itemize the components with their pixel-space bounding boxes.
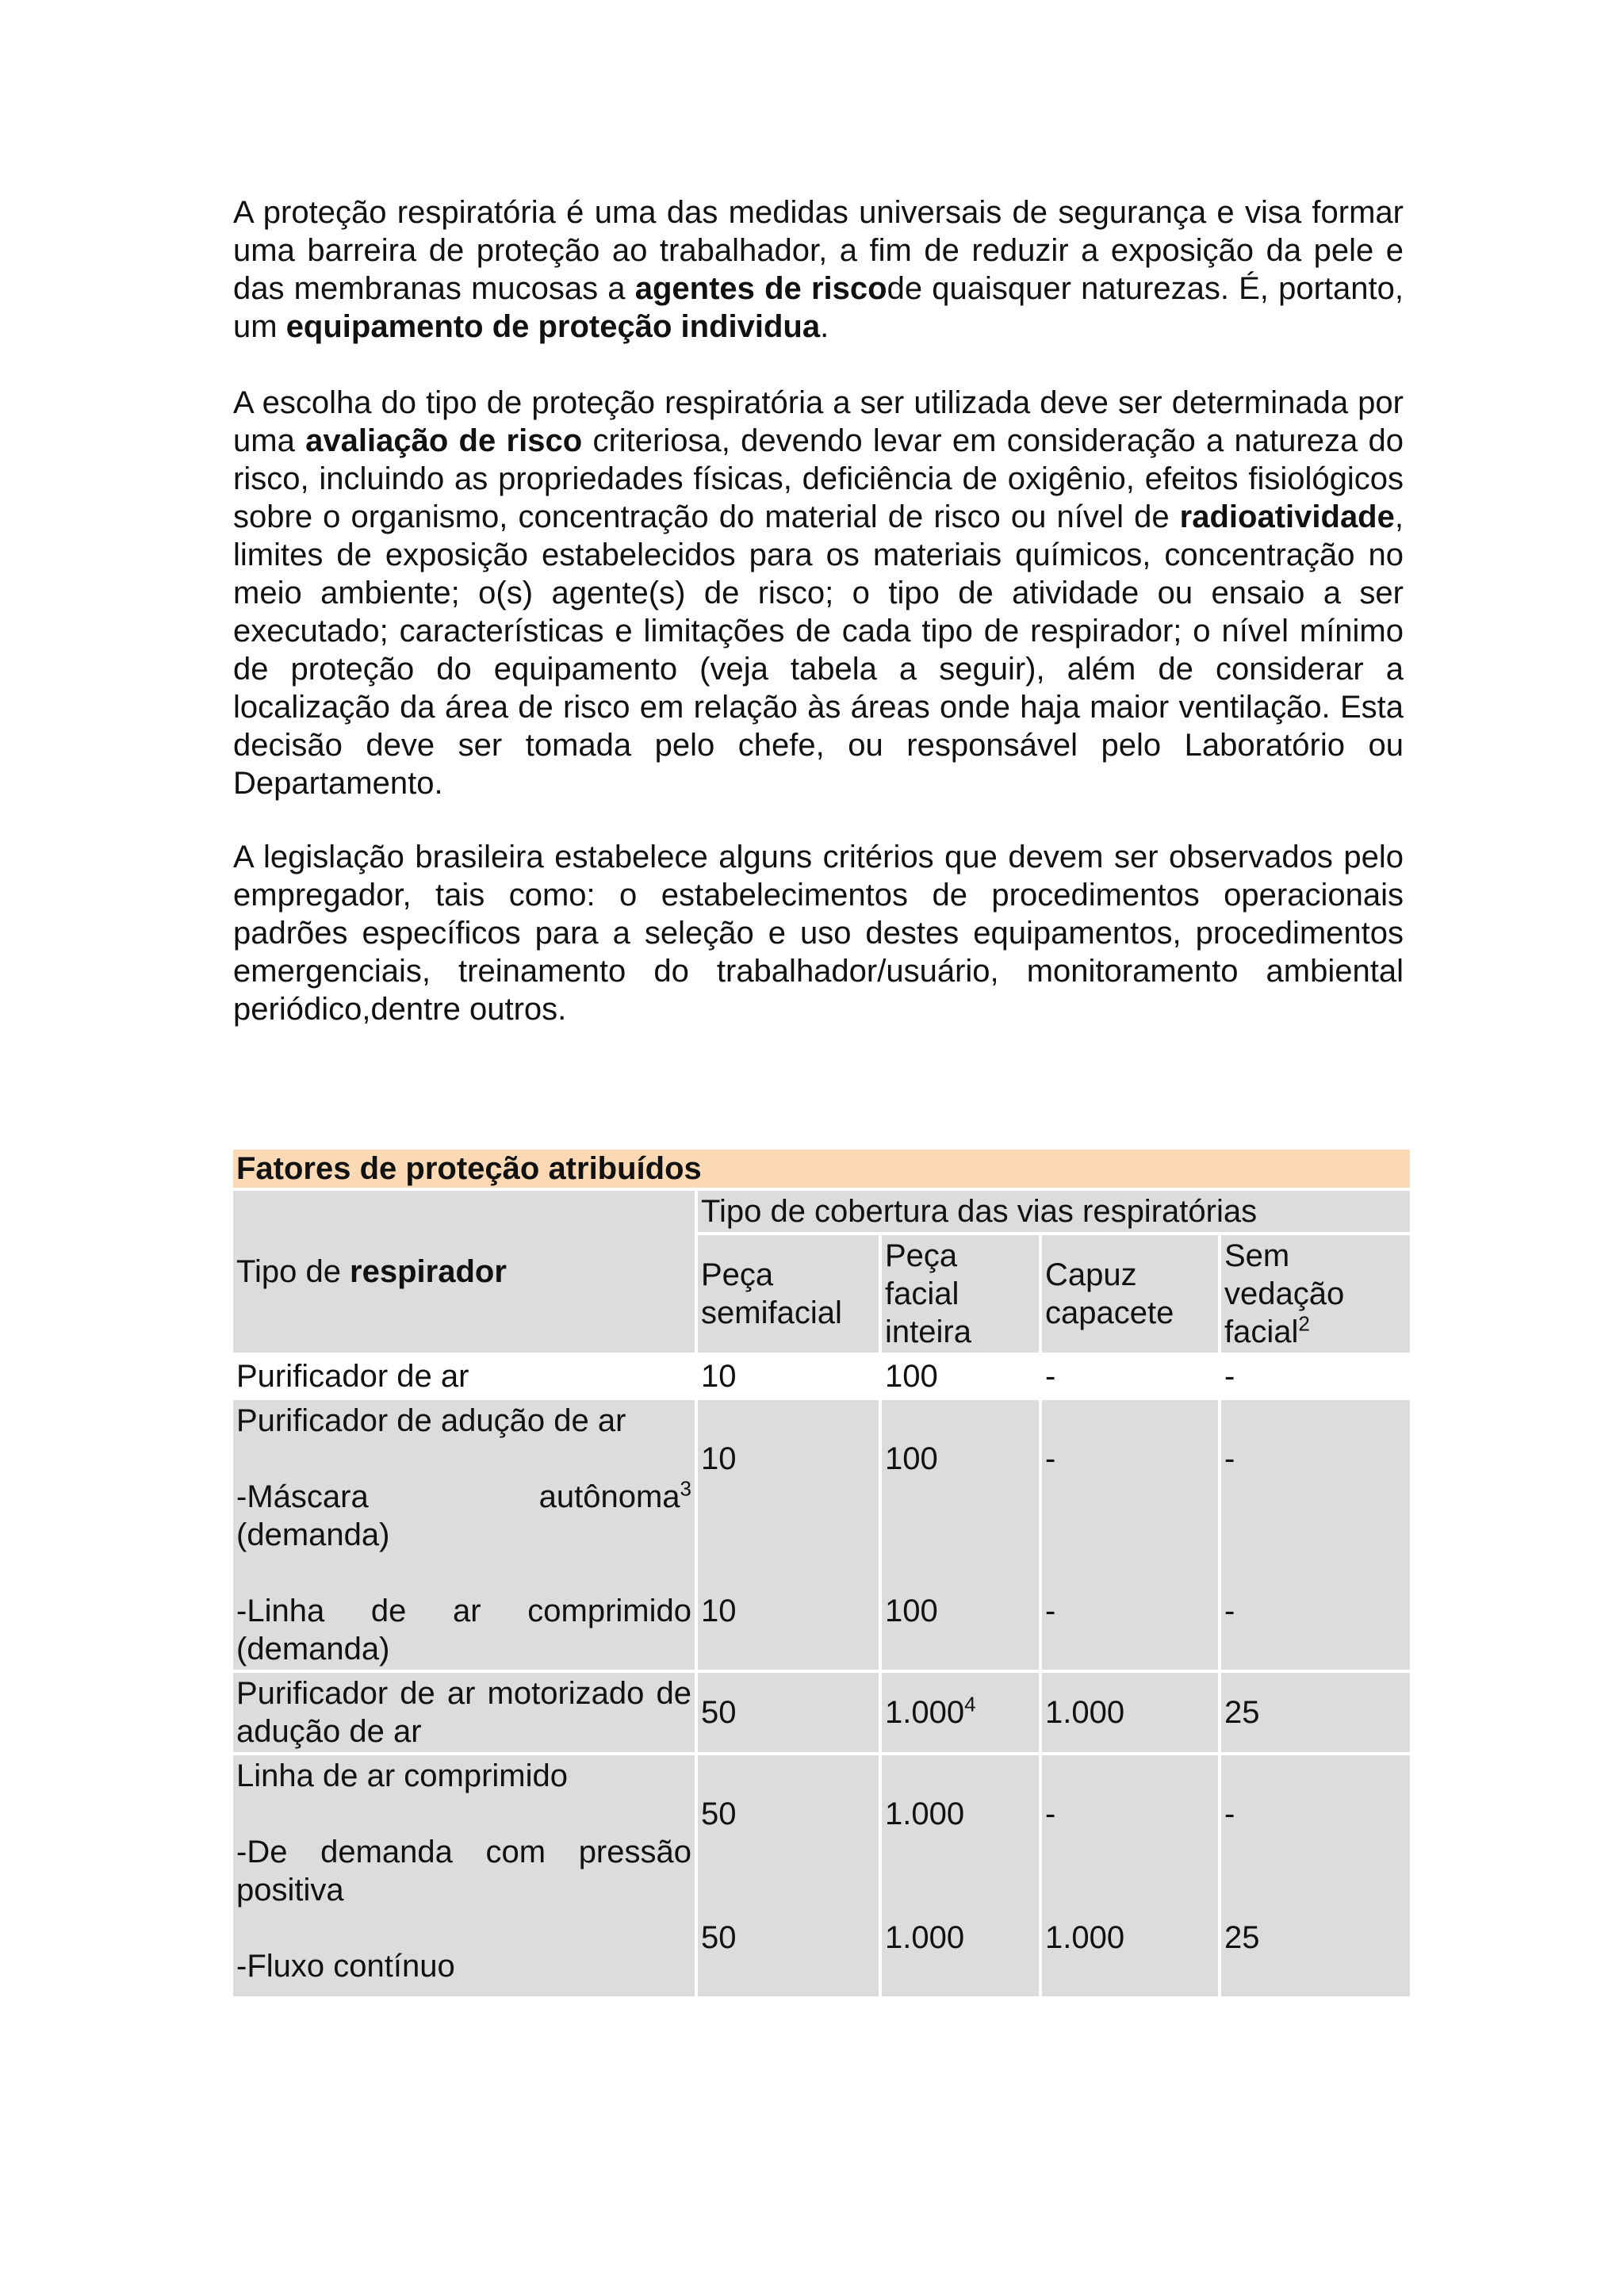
value: 10 <box>701 1441 737 1476</box>
cell-value <box>882 1755 1039 1996</box>
value: 100 <box>885 1594 938 1628</box>
bold-term: radioatividade <box>1179 499 1395 534</box>
value: - <box>1224 1441 1235 1476</box>
row-label: Purificador de ar motorizado de adução de ar <box>233 1673 695 1752</box>
text: A escolha do tipo de proteção respiratória a ser utilizada deve ser determinada por uma <box>233 385 1404 458</box>
paragraph-intro <box>233 193 1404 346</box>
sub-item: -Máscara autônoma <box>236 1479 680 1514</box>
value: 50 <box>701 1920 737 1955</box>
value: - <box>1045 1797 1056 1831</box>
value: 1.000 <box>885 1695 965 1730</box>
value: - <box>1224 1594 1235 1628</box>
col-header-full-face: Peça facial inteira <box>882 1235 1039 1353</box>
value: - <box>1045 1441 1056 1476</box>
paragraph-legislation <box>233 838 1404 1028</box>
table-row <box>233 1673 1410 1752</box>
sub-item: -De demanda com pressão positiva <box>236 1835 691 1908</box>
row-label <box>233 1755 695 1996</box>
cell-value: 25 <box>1221 1673 1410 1752</box>
cell-value: 10 <box>698 1356 879 1397</box>
value: 100 <box>885 1441 938 1476</box>
cell-value: 100 <box>882 1356 1039 1397</box>
value: 1.000 <box>885 1920 965 1955</box>
paragraph-choice <box>233 384 1404 802</box>
bold-term: avaliação de risco <box>305 423 583 458</box>
text: criteriosa, devendo levar em consideração a natureza do risco, incluindo as propriedades físicas, deficiência de oxigênio, efeitos fisiológicos sobre o organismo, concentração do material de risco ou nível de <box>233 423 1404 534</box>
value: - <box>1045 1594 1056 1628</box>
value: 50 <box>701 1797 737 1831</box>
protection-factors-table <box>230 1146 1413 1999</box>
table-row <box>233 1356 1410 1397</box>
cell-value <box>882 1673 1039 1752</box>
cell-value <box>1042 1755 1218 1996</box>
respirator-type-header <box>233 1191 695 1353</box>
header-bold: respirador <box>350 1254 507 1289</box>
footnote-mark: 2 <box>1298 1311 1310 1336</box>
cell-value <box>698 1755 879 1996</box>
value: 25 <box>1224 1920 1260 1955</box>
cell-value <box>882 1400 1039 1670</box>
text: A proteção respiratória é uma das medidas universais de segurança e visa formar uma barreira de proteção ao trabalhador, a fim de reduzir a exposição da pele e das membranas mucosas a <box>233 195 1404 306</box>
col-header-semifacial: Peça semifacial <box>698 1235 879 1353</box>
value: - <box>1224 1797 1235 1831</box>
text: , limites de exposição estabelecidos para os materiais químicos, concentração no meio ambiente; o(s) agente(s) de risco; o tipo de atividade ou ensaio a ser executado; características e limitações de cada tipo de respirador; o nível mínimo de proteção do equipamento (veja tabela a seguir), além de considerar a localização da área de risco em relação às áreas onde haja maior ventilação. Esta decisão deve ser tomada pelo chefe, ou responsável pelo Laboratório ou Departamento. <box>233 499 1404 801</box>
footnote-mark: 3 <box>680 1476 691 1501</box>
table-row <box>233 1400 1410 1670</box>
col-header-hood: Capuz capacete <box>1042 1235 1218 1353</box>
text: A legislação brasileira estabelece alguns critérios que devem ser observados pelo empregador, tais como: o estabelecimentos de procedimentos operacionais padrões específicos para a seleção e uso destes equipamentos, procedimentos emergenciais, treinamento do trabalhador/usuário, monitoramento ambiental periódico,dentre outros. <box>233 840 1404 1027</box>
sub-item: -Linha de ar comprimido (demanda) <box>236 1594 691 1667</box>
sub-item: (demanda) <box>236 1517 390 1552</box>
value: 1.000 <box>885 1797 965 1831</box>
text: de quaisquer naturezas. É, portanto, um <box>233 271 1404 344</box>
table-title: Fatores de proteção atribuídos <box>233 1150 1410 1188</box>
value: 1.000 <box>1045 1920 1125 1955</box>
cell-value: - <box>1221 1356 1410 1397</box>
bold-term: equipamento de proteção individua <box>285 309 821 344</box>
footnote-mark: 4 <box>964 1692 976 1716</box>
cell-value: - <box>1042 1356 1218 1397</box>
text: . <box>820 309 829 344</box>
header-text: Tipo de <box>236 1254 350 1289</box>
row-label <box>233 1400 695 1670</box>
sub-item: -Fluxo contínuo <box>236 1949 455 1984</box>
bold-term: agentes de risco <box>634 271 887 306</box>
row-label: Purificador de ar <box>233 1356 695 1397</box>
cell-value: 1.000 <box>1042 1673 1218 1752</box>
header-text: Sem vedação facial <box>1224 1238 1345 1349</box>
table-row <box>233 1755 1410 1996</box>
row-label-text: Purificador de adução de ar <box>236 1403 626 1438</box>
value: 10 <box>701 1594 737 1628</box>
cell-value <box>698 1400 879 1670</box>
cell-value: 50 <box>698 1673 879 1752</box>
col-header-no-seal <box>1221 1235 1410 1353</box>
cell-value <box>1221 1400 1410 1670</box>
row-label-text: Linha de ar comprimido <box>236 1758 568 1793</box>
coverage-header: Tipo de cobertura das vias respiratórias <box>698 1191 1410 1232</box>
cell-value <box>1042 1400 1218 1670</box>
cell-value <box>1221 1755 1410 1996</box>
